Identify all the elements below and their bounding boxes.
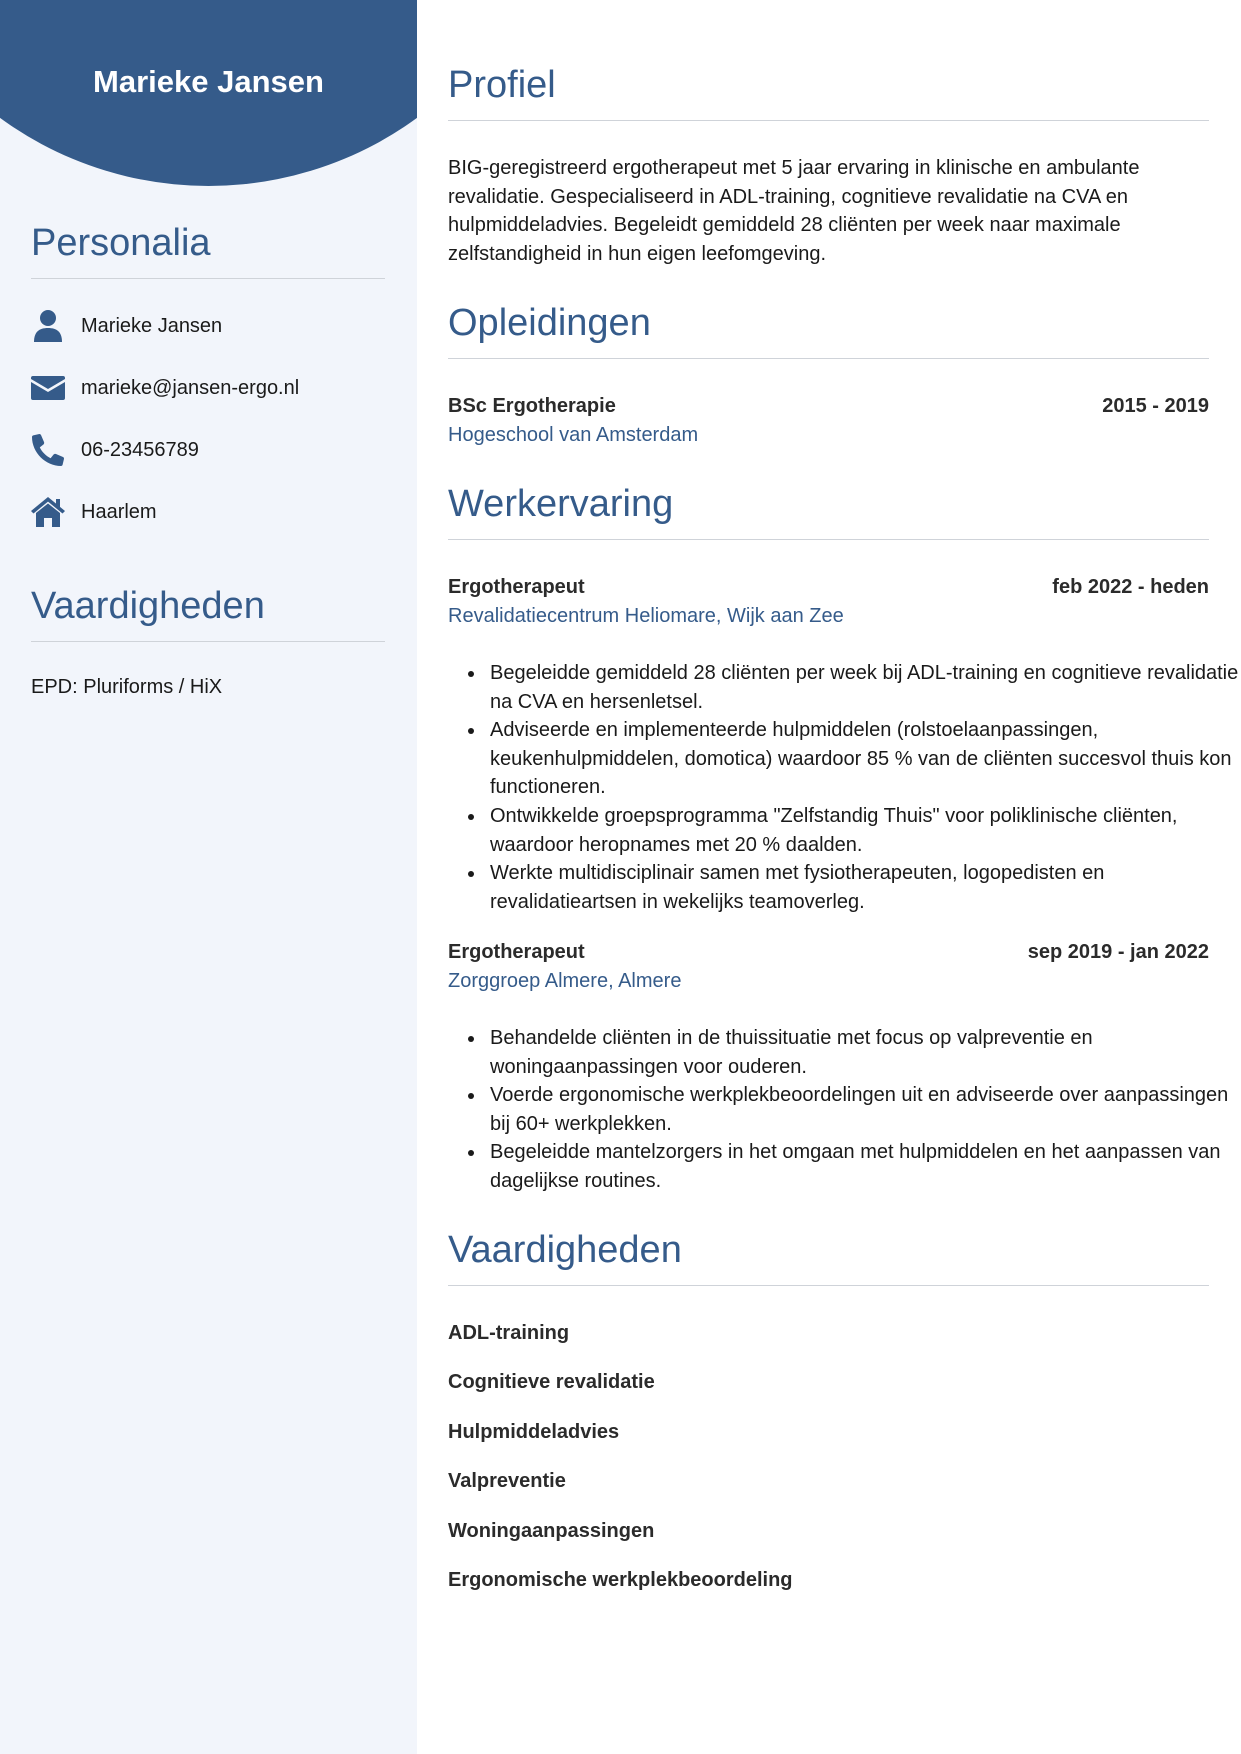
job-employer: Zorggroep Almere, Almere xyxy=(448,970,682,992)
skill-item: Hulpmiddeladvies xyxy=(448,1421,620,1443)
envelope-icon xyxy=(31,371,65,405)
education-entry xyxy=(448,395,1209,447)
job-bullets xyxy=(448,659,1241,916)
contact-phone-row xyxy=(31,432,199,468)
bullet-item: Behandelde cliënten in de thuissituatie met focus op valpreventie en woningaanpassingen voor ouderen. xyxy=(490,1024,1241,1081)
bullet-item: Begeleidde mantelzorgers in het omgaan met hulpmiddelen en het aanpassen van dagelijkse routines. xyxy=(490,1138,1241,1195)
bullet-item: Voerde ergonomische werkplekbeoordelingen uit en adviseerde over aanpassingen bij 60+ werkplekken. xyxy=(490,1081,1241,1138)
experience-heading: Werkervaring xyxy=(448,483,1209,540)
skill-item: Ergonomische werkplekbeoordeling xyxy=(448,1569,793,1591)
bullet-item: Begeleidde gemiddeld 28 cliënten per week bij ADL-training en cognitieve revalidatie na CVA en hersenletsel. xyxy=(490,659,1241,716)
skill-item: Valpreventie xyxy=(448,1470,566,1492)
skill-item: Cognitieve revalidatie xyxy=(448,1371,655,1393)
contact-phone[interactable]: 06-23456789 xyxy=(81,438,199,461)
job-title: Ergotherapeut xyxy=(448,576,585,598)
job-employer: Revalidatiecentrum Heliomare, Wijk aan Zee xyxy=(448,605,844,627)
bullet-item: Adviseerde en implementeerde hulpmiddelen (rolstoelaanpassingen, keukenhulpmiddelen, domotica) waardoor 85 % van de cliënten succesvol thuis kon functioneren. xyxy=(490,716,1241,802)
education-period: 2015 - 2019 xyxy=(1102,395,1209,417)
contact-email[interactable]: marieke@jansen-ergo.nl xyxy=(81,376,300,399)
skill-item: Woningaanpassingen xyxy=(448,1520,655,1542)
experience-entry xyxy=(448,576,1209,628)
job-title: Ergotherapeut xyxy=(448,941,585,963)
contact-name-row xyxy=(31,308,222,344)
bullet-item: Werkte multidisciplinair samen met fysiotherapeuten, logopedisten en revalidatieartsen in wekelijks teamoverleg. xyxy=(490,859,1241,916)
experience-entry xyxy=(448,941,1209,993)
job-period: sep 2019 - jan 2022 xyxy=(1027,941,1209,963)
person-icon xyxy=(31,309,65,343)
job-period: feb 2022 - heden xyxy=(1052,576,1209,598)
contact-location: Haarlem xyxy=(81,500,157,523)
skills-heading: Vaardigheden xyxy=(448,1229,1209,1286)
education-title: BSc Ergotherapie xyxy=(448,395,616,417)
contact-name: Marieke Jansen xyxy=(81,314,223,337)
profile-heading: Profiel xyxy=(448,64,1209,121)
sidebar-skill-item: EPD: Pluriforms / HiX xyxy=(31,676,223,698)
profile-text: BIG-geregistreerd ergotherapeut met 5 jaar ervaring in klinische en ambulante revalidatie. Gespecialiseerd in ADL-training, cognitieve revalidatie na CVA en hulpmiddeladvies. Begeleidt gemiddeld 28 cliënten per week naar maximale zelfstandigheid in hun eigen leefomgeving. xyxy=(448,157,1140,265)
bullet-item: Ontwikkelde groepsprogramma "Zelfstandig Thuis" voor poliklinische cliënten, waardoor heropnames met 20 % daalden. xyxy=(490,802,1241,859)
skill-item: ADL-training xyxy=(448,1322,570,1344)
contact-email-row xyxy=(31,370,299,406)
home-icon xyxy=(31,495,65,529)
contact-location-row xyxy=(31,494,157,530)
personalia-heading: Personalia xyxy=(31,222,385,279)
phone-icon xyxy=(31,433,65,467)
job-bullets xyxy=(448,1024,1241,1196)
education-institution: Hogeschool van Amsterdam xyxy=(448,424,699,446)
header-name: Marieke Jansen xyxy=(93,64,324,99)
education-heading: Opleidingen xyxy=(448,302,1209,359)
sidebar xyxy=(0,0,417,1754)
sidebar-skills-heading: Vaardigheden xyxy=(31,585,385,642)
